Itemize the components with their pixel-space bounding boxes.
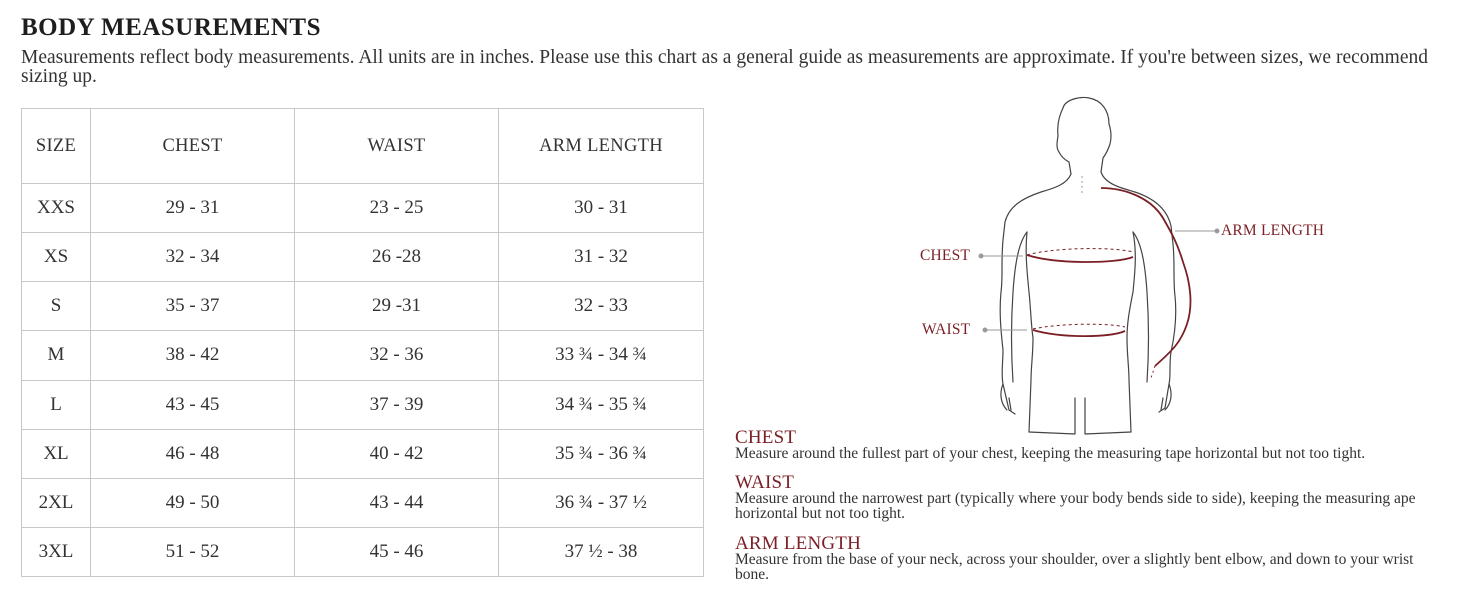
description-text-arm-length: Measure from the base of your neck, across your shoulder, over a slightly bent elbow, and down to your wrist bone.: [735, 551, 1414, 583]
arm-length-figure-label: ARM LENGTH: [1221, 222, 1325, 239]
chest-cell: 49 - 50: [91, 478, 295, 527]
chest-cell: 29 - 31: [91, 184, 295, 233]
waist-cell: 37 - 39: [295, 380, 499, 429]
description-arm-length: [735, 535, 1445, 582]
waist-cell: 26 -28: [295, 233, 499, 282]
chest-cell: 35 - 37: [91, 282, 295, 331]
column-header-chest: CHEST: [91, 109, 295, 184]
chest-cell: 51 - 52: [91, 527, 295, 576]
arm-length-cell: 34 ¾ - 35 ¾: [499, 380, 704, 429]
description-title-chest: CHEST: [735, 427, 797, 448]
description-text-waist: Measure around the narrowest part (typically where your body bends side to side), keeping the measuring ape horizontal but not too tight.: [735, 490, 1416, 522]
chest-cell: 46 - 48: [91, 429, 295, 478]
table-row: [22, 331, 704, 380]
arm-length-cell: 32 - 33: [499, 282, 704, 331]
table-row: [22, 184, 704, 233]
chest-cell: 38 - 42: [91, 331, 295, 380]
table-header-row: [22, 109, 704, 184]
size-cell: M: [22, 331, 91, 380]
size-cell: 2XL: [22, 478, 91, 527]
description-title-waist: WAIST: [735, 472, 795, 493]
waist-cell: 40 - 42: [295, 429, 499, 478]
size-cell: XS: [22, 233, 91, 282]
arm-length-cell: 30 - 31: [499, 184, 704, 233]
waist-cell: 29 -31: [295, 282, 499, 331]
description-title-arm-length: ARM LENGTH: [735, 533, 862, 554]
table-row: [22, 282, 704, 331]
intro-text: Measurements reflect body measurements. All units are in inches. Please use this chart as a general guide as measurements are approximate. If you're between sizes, we recommend sizing up.: [21, 47, 1429, 87]
arm-length-cell: 33 ¾ - 34 ¾: [499, 331, 704, 380]
size-cell: L: [22, 380, 91, 429]
chest-cell: 32 - 34: [91, 233, 295, 282]
size-cell: S: [22, 282, 91, 331]
size-cell: 3XL: [22, 527, 91, 576]
table-row: [22, 380, 704, 429]
arm-length-cell: 35 ¾ - 36 ¾: [499, 429, 704, 478]
column-header-size: SIZE: [22, 109, 91, 184]
size-cell: XXS: [22, 184, 91, 233]
chest-cell: 43 - 45: [91, 380, 295, 429]
arm-length-cell: 31 - 32: [499, 233, 704, 282]
page-title: BODY MEASUREMENTS: [21, 14, 321, 41]
column-header-arm-length: ARM LENGTH: [499, 109, 704, 184]
waist-cell: 45 - 46: [295, 527, 499, 576]
table-row: [22, 527, 704, 576]
waist-cell: 43 - 44: [295, 478, 499, 527]
body-measurement-figure: [915, 92, 1335, 442]
size-chart-table: [21, 108, 704, 577]
arm-length-cell: 37 ½ - 38: [499, 527, 704, 576]
arm-length-cell: 36 ¾ - 37 ½: [499, 478, 704, 527]
column-header-waist: WAIST: [295, 109, 499, 184]
table-row: [22, 233, 704, 282]
description-text-chest: Measure around the fullest part of your chest, keeping the measuring tape horizontal but not too tight.: [735, 445, 1366, 462]
description-waist: [735, 474, 1445, 521]
body-outline-illustration: [915, 92, 1335, 442]
table-row: [22, 478, 704, 527]
size-cell: XL: [22, 429, 91, 478]
waist-cell: 32 - 36: [295, 331, 499, 380]
waist-cell: 23 - 25: [295, 184, 499, 233]
waist-figure-label: WAIST: [922, 321, 971, 338]
description-chest: [735, 429, 1445, 461]
chest-figure-label: CHEST: [920, 247, 971, 264]
table-row: [22, 429, 704, 478]
